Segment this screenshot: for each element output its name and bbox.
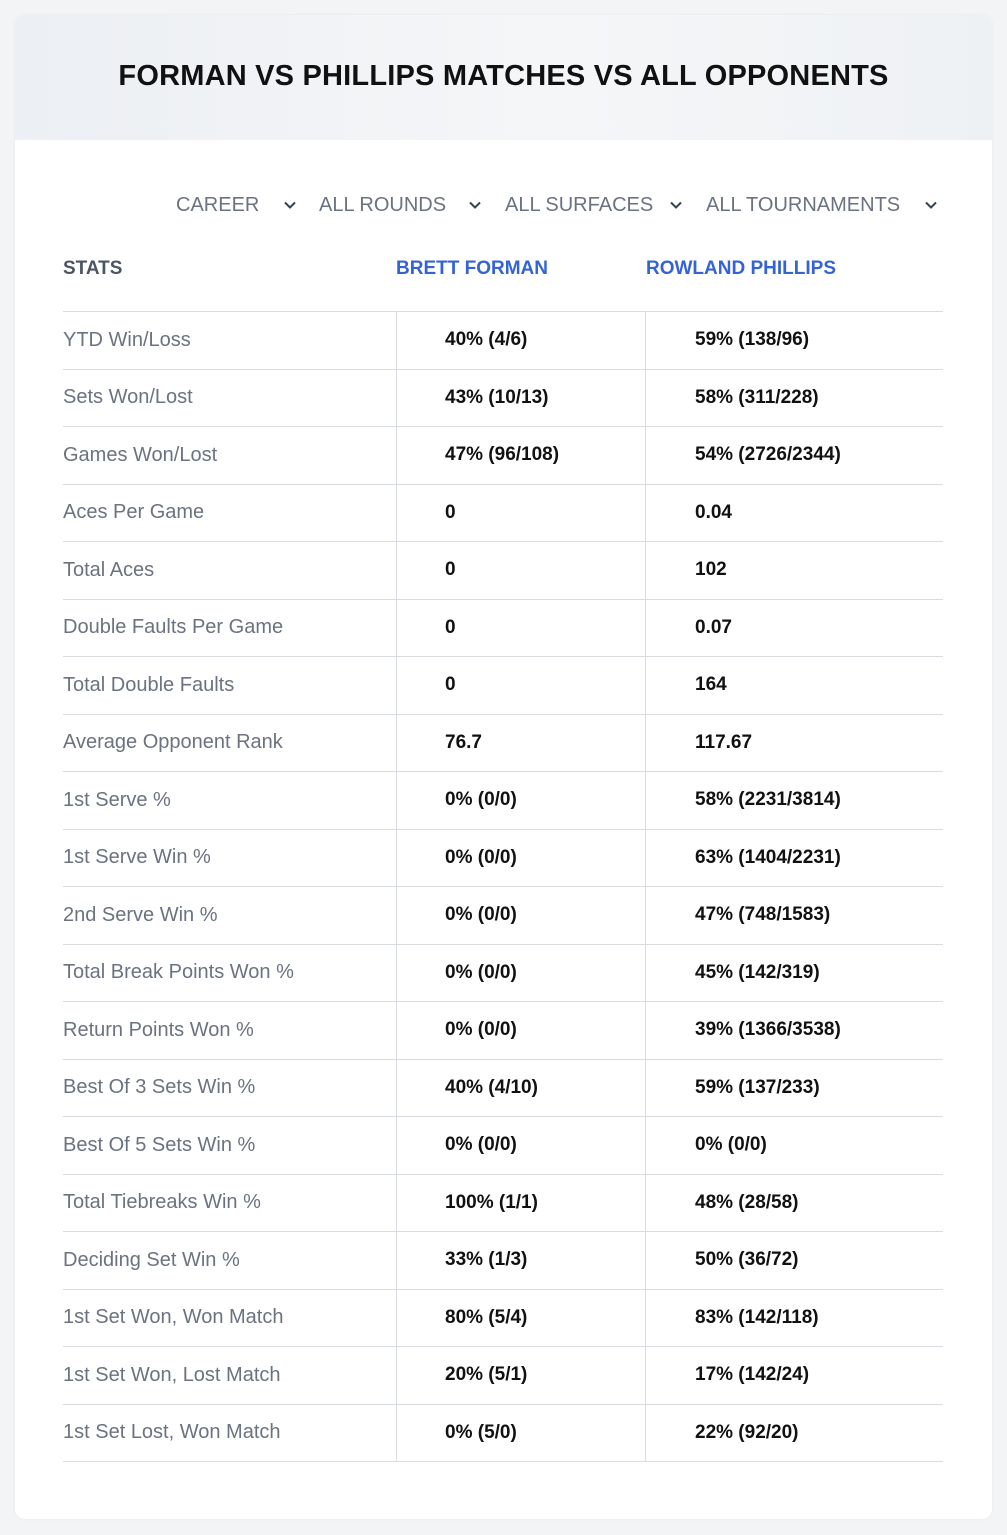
player1-value: 0	[396, 542, 645, 599]
player1-value: 0% (0/0)	[396, 830, 645, 887]
table-row	[63, 772, 943, 830]
stat-label: 1st Set Won, Lost Match	[63, 1363, 281, 1386]
stat-label: Best Of 3 Sets Win %	[63, 1076, 256, 1099]
player2-value: 83% (142/118)	[645, 1290, 943, 1347]
table-row	[63, 945, 943, 1003]
player1-value: 47% (96/108)	[396, 427, 645, 484]
stat-label: YTD Win/Loss	[63, 328, 191, 351]
stat-label: 1st Serve Win %	[63, 846, 211, 869]
table-row	[63, 312, 943, 370]
stats-column-header: STATS	[63, 258, 123, 279]
player1-value: 40% (4/6)	[396, 312, 645, 369]
table-row	[63, 427, 943, 485]
player2-link[interactable]: ROWLAND PHILLIPS	[646, 258, 836, 279]
player1-value: 76.7	[396, 715, 645, 772]
chevron-down-icon	[668, 197, 684, 213]
table-row	[63, 1002, 943, 1060]
filter-tournaments-dropdown[interactable]	[706, 185, 939, 225]
stats-card	[15, 15, 992, 1519]
player2-value: 59% (138/96)	[645, 312, 943, 369]
filter-surfaces-dropdown[interactable]	[505, 185, 684, 225]
player2-value: 58% (2231/3814)	[645, 772, 943, 829]
table-row	[63, 1405, 943, 1463]
player1-value: 0% (0/0)	[396, 1117, 645, 1174]
chevron-down-icon	[923, 197, 939, 213]
table-row	[63, 1232, 943, 1290]
stat-label: Double Faults Per Game	[63, 616, 284, 639]
stat-label: 2nd Serve Win %	[63, 903, 218, 926]
player1-value: 0% (0/0)	[396, 945, 645, 1002]
table-row	[63, 1060, 943, 1118]
table-row	[63, 887, 943, 945]
table-row	[63, 830, 943, 888]
stat-label: Total Aces	[63, 558, 155, 581]
chevron-down-icon	[282, 197, 298, 213]
table-row	[63, 1290, 943, 1348]
page-title: FORMAN VS PHILLIPS MATCHES VS ALL OPPONENTS	[118, 60, 889, 92]
filter-label: ALL ROUNDS	[319, 193, 447, 216]
player1-value: 40% (4/10)	[396, 1060, 645, 1117]
chevron-down-icon	[467, 197, 483, 213]
player1-value: 0	[396, 600, 645, 657]
stat-label: Return Points Won %	[63, 1018, 254, 1041]
player1-value: 80% (5/4)	[396, 1290, 645, 1347]
stat-label: Deciding Set Win %	[63, 1248, 240, 1271]
filter-label: ALL TOURNAMENTS	[706, 193, 901, 216]
filter-label: CAREER	[176, 193, 260, 216]
stats-table-header	[63, 255, 943, 285]
stat-label: Total Tiebreaks Win %	[63, 1191, 261, 1214]
filter-rounds-dropdown[interactable]	[319, 185, 483, 225]
table-row	[63, 600, 943, 658]
player1-value: 43% (10/13)	[396, 370, 645, 427]
player2-value: 102	[645, 542, 943, 599]
table-row	[63, 1347, 943, 1405]
stat-label: Total Break Points Won %	[63, 961, 294, 984]
player2-value: 54% (2726/2344)	[645, 427, 943, 484]
table-row	[63, 1117, 943, 1175]
filter-career-dropdown[interactable]	[176, 185, 298, 225]
player2-value: 45% (142/319)	[645, 945, 943, 1002]
player2-value: 117.67	[645, 715, 943, 772]
player2-value: 39% (1366/3538)	[645, 1002, 943, 1059]
player1-value: 0% (0/0)	[396, 887, 645, 944]
stat-label: Best Of 5 Sets Win %	[63, 1133, 256, 1156]
player1-value: 0	[396, 657, 645, 714]
stat-label: Aces Per Game	[63, 501, 205, 524]
table-row	[63, 657, 943, 715]
player2-value: 58% (311/228)	[645, 370, 943, 427]
player2-value: 63% (1404/2231)	[645, 830, 943, 887]
player2-value: 59% (137/233)	[645, 1060, 943, 1117]
stats-table	[63, 311, 943, 1462]
table-row	[63, 542, 943, 600]
stat-label: Games Won/Lost	[63, 443, 218, 466]
stat-label: Average Opponent Rank	[63, 731, 283, 754]
table-row	[63, 370, 943, 428]
player1-value: 0% (0/0)	[396, 772, 645, 829]
player1-value: 33% (1/3)	[396, 1232, 645, 1289]
card-header	[15, 15, 992, 140]
player2-value: 50% (36/72)	[645, 1232, 943, 1289]
player2-value: 0.07	[645, 600, 943, 657]
stat-label: 1st Set Lost, Won Match	[63, 1421, 281, 1444]
player1-link[interactable]: BRETT FORMAN	[396, 258, 548, 279]
table-row	[63, 715, 943, 773]
player2-value: 47% (748/1583)	[645, 887, 943, 944]
player2-value: 0% (0/0)	[645, 1117, 943, 1174]
player2-value: 0.04	[645, 485, 943, 542]
table-row	[63, 1175, 943, 1233]
player2-value: 164	[645, 657, 943, 714]
stat-label: 1st Set Won, Won Match	[63, 1306, 284, 1329]
filter-label: ALL SURFACES	[505, 193, 654, 216]
table-row	[63, 485, 943, 543]
filter-bar	[15, 185, 992, 225]
stat-label: Sets Won/Lost	[63, 386, 193, 409]
player2-value: 22% (92/20)	[645, 1405, 943, 1462]
player2-value: 17% (142/24)	[645, 1347, 943, 1404]
player1-value: 0% (0/0)	[396, 1002, 645, 1059]
player2-value: 48% (28/58)	[645, 1175, 943, 1232]
player1-value: 20% (5/1)	[396, 1347, 645, 1404]
stat-label: Total Double Faults	[63, 673, 235, 696]
stat-label: 1st Serve %	[63, 788, 171, 811]
player1-value: 0	[396, 485, 645, 542]
player1-value: 0% (5/0)	[396, 1405, 645, 1462]
player1-value: 100% (1/1)	[396, 1175, 645, 1232]
